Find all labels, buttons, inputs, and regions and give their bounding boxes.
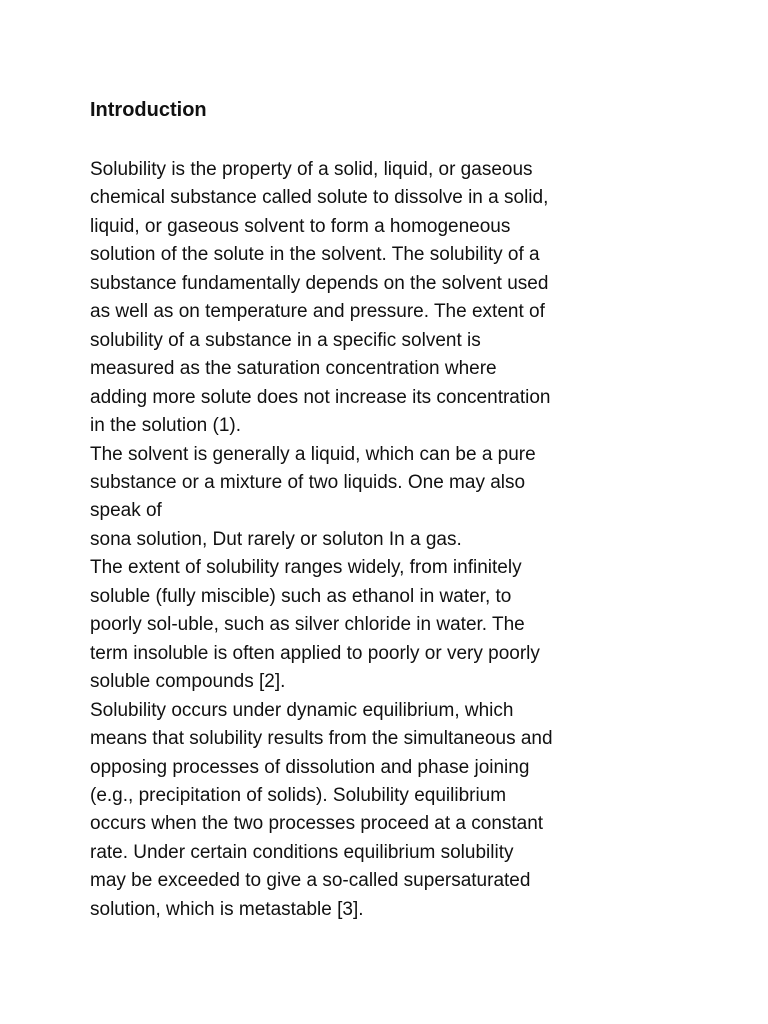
text-line: adding more solute does not increase its concentration [90, 386, 551, 408]
text-line: substance fundamentally depends on the solvent used [90, 272, 549, 294]
text-line: The extent of solubility ranges widely, from infinitely [90, 557, 522, 579]
text-line: rate. Under certain conditions equilibrium solubility [90, 841, 514, 863]
text-line: chemical substance called solute to dissolve in a solid, [90, 187, 549, 209]
text-line: soluble (fully miscible) such as ethanol in water, to [90, 585, 512, 607]
text-line: opposing processes of dissolution and phase joining [90, 756, 530, 778]
section-heading: Introduction [90, 99, 207, 121]
text-line: Solubility occurs under dynamic equilibrium, which [90, 699, 514, 721]
text-line: may be exceeded to give a so-called supersaturated [90, 870, 531, 892]
text-line: speak of [90, 500, 162, 522]
text-line: poorly sol-uble, such as silver chloride in water. The [90, 614, 525, 636]
text-line: as well as on temperature and pressure. The extent of [90, 301, 545, 323]
text-line: Solubility is the property of a solid, liquid, or gaseous [90, 159, 533, 180]
text-line: sona solution, Dut rarely or soluton In a gas. [90, 528, 462, 550]
text-line: liquid, or gaseous solvent to form a homogeneous [90, 215, 511, 237]
text-line: means that solubility results from the simultaneous and [90, 728, 553, 750]
text-line: (e.g., precipitation of solids). Solubility equilibrium [90, 784, 507, 806]
text-line: The solvent is generally a liquid, which can be a pure [90, 443, 536, 465]
text-line: substance or a mixture of two liquids. One may also [90, 471, 526, 493]
text-line: occurs when the two processes proceed at a constant [90, 813, 544, 835]
text-line: in the solution (1). [90, 415, 242, 437]
text-line: term insoluble is often applied to poorly or very poorly [90, 642, 540, 664]
text-line: solution, which is metastable [3]. [90, 898, 364, 920]
text-line: solution of the solute in the solvent. The solubility of a [90, 244, 540, 266]
text-line: soluble compounds [2]. [90, 671, 286, 693]
body-text [90, 156, 620, 924]
text-line: measured as the saturation concentration where [90, 358, 497, 380]
text-line: solubility of a substance in a specific solvent is [90, 329, 481, 351]
